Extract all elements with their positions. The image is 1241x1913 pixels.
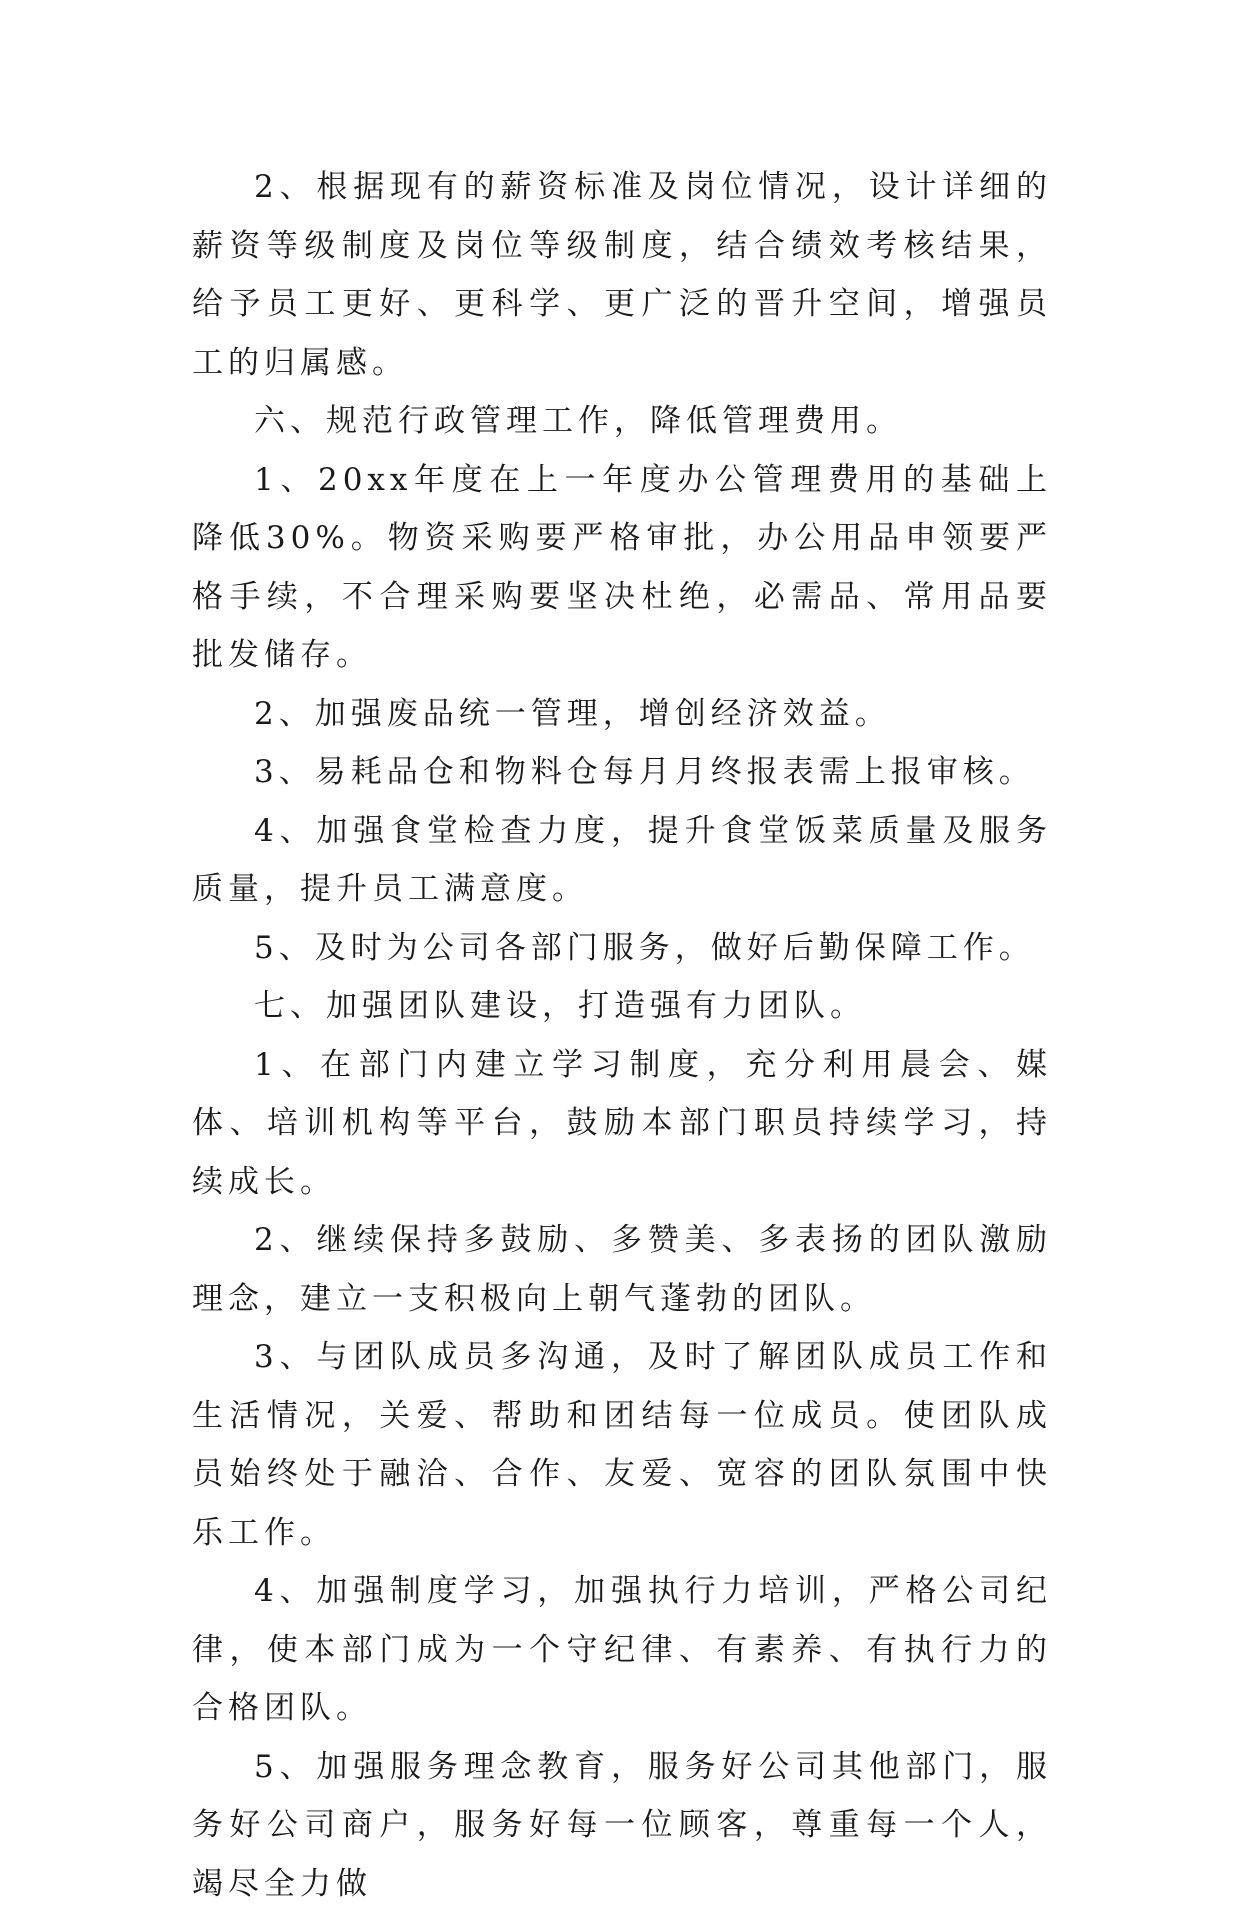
paragraph-waste-management: 2、加强废品统一管理，增创经济效益。 <box>192 685 1052 744</box>
paragraph-team-motivation: 2、继续保持多鼓励、多赞美、多表扬的团队激励理念，建立一支积极向上朝气蓬勃的团队。 <box>192 1211 1052 1328</box>
paragraph-salary-grade: 2、根据现有的薪资标准及岗位情况，设计详细的薪资等级制度及岗位等级制度，结合绩效考核结果，给予员工更好、更科学、更广泛的晋升空间，增强员工的归属感。 <box>192 158 1052 392</box>
document-body <box>192 158 1052 1913</box>
paragraph-inventory-report: 3、易耗品仓和物料仓每月月终报表需上报审核。 <box>192 743 1052 802</box>
paragraph-reduce-costs: 1、20xx年度在上一年度办公管理费用的基础上降低30%。物资采购要严格审批，办公用品申领要严格手续，不合理采购要坚决杜绝，必需品、常用品要批发储存。 <box>192 451 1052 685</box>
paragraph-team-communication: 3、与团队成员多沟通，及时了解团队成员工作和生活情况，关爱、帮助和团结每一位成员。使团队成员始终处于融洽、合作、友爱、宽容的团队氛围中快乐工作。 <box>192 1328 1052 1562</box>
paragraph-service-concept: 5、加强服务理念教育，服务好公司其他部门，服务好公司商户，服务好每一位顾客，尊重每一个人，竭尽全力做 <box>192 1738 1052 1913</box>
paragraph-canteen: 4、加强食堂检查力度，提升食堂饭菜质量及服务质量，提升员工满意度。 <box>192 802 1052 919</box>
heading-section-seven: 七、加强团队建设，打造强有力团队。 <box>192 977 1052 1036</box>
paragraph-discipline: 4、加强制度学习，加强执行力培训，严格公司纪律，使本部门成为一个守纪律、有素养、有执行力的合格团队。 <box>192 1562 1052 1738</box>
paragraph-logistics: 5、及时为公司各部门服务，做好后勤保障工作。 <box>192 919 1052 978</box>
heading-section-six: 六、规范行政管理工作，降低管理费用。 <box>192 392 1052 451</box>
paragraph-learning-system: 1、在部门内建立学习制度，充分利用晨会、媒体、培训机构等平台，鼓励本部门职员持续学习，持续成长。 <box>192 1036 1052 1212</box>
